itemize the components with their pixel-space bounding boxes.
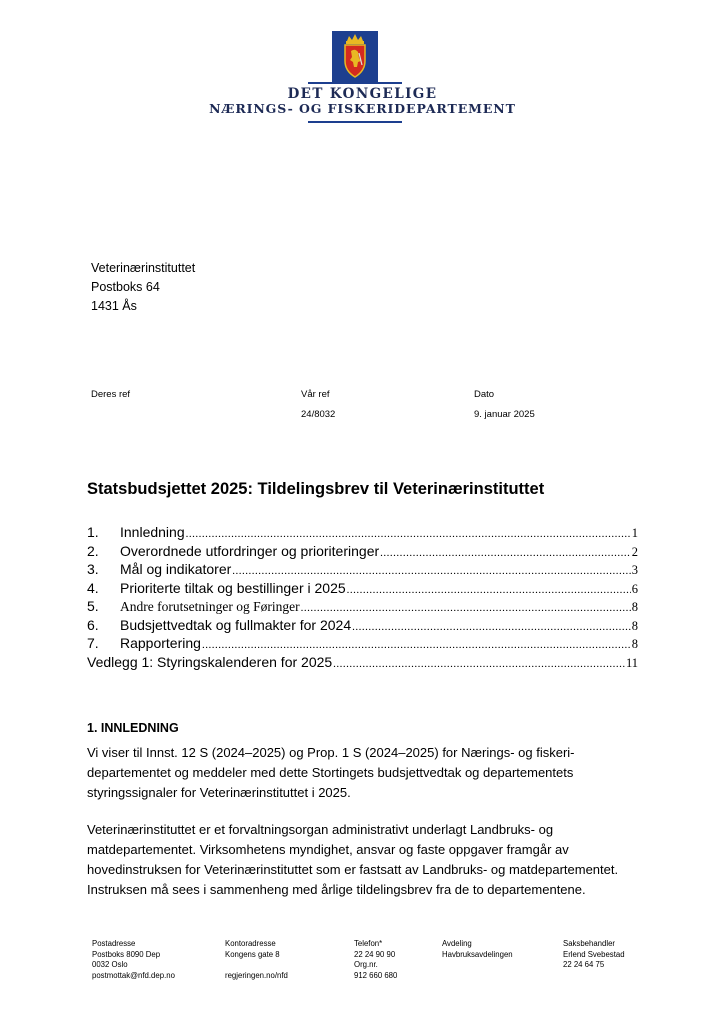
toc-entry-number: 6. [87, 616, 99, 633]
toc-entry-page: 1 [631, 526, 638, 540]
footer-value: 0032 Oslo [92, 960, 128, 970]
paragraph-line: Vi viser til Innst. 12 S (2024–2025) og Prop. 1 S (2024–2025) for Nærings- og fiskeri- [87, 745, 575, 760]
toc-entry-title: Innledning [120, 524, 185, 540]
toc-entry-number: 4. [87, 579, 99, 596]
footer-value [442, 971, 513, 982]
toc-entry-title: Mål og indikatorer [120, 561, 232, 577]
toc-entry-number: 1. [87, 524, 99, 540]
toc-entry-page: 6 [631, 581, 638, 596]
footer-value: Org.nr. [354, 960, 378, 970]
toc-entry-title: Andre forutsetninger og Føringer [120, 599, 300, 614]
paragraph-line: hovedinstruksen for Veterinærinstituttet som er fastsatt av Landbruks- og matdepartementet. [87, 862, 619, 877]
deres-ref [91, 389, 130, 405]
footer-value: regjeringen.no/nfd [225, 970, 288, 980]
footer-kontoradresse [225, 939, 288, 981]
dato-value: 9. januar 2025 [474, 409, 535, 420]
footer-value: 22 24 64 75 [563, 960, 605, 970]
footer-value: Erlend Svebestad [563, 949, 625, 959]
footer-value: 22 24 90 90 [354, 949, 396, 959]
dato [474, 389, 535, 420]
footer-value: Postboks 8090 Dep [92, 949, 161, 959]
toc-entry-page: 2 [631, 544, 638, 559]
logo-bottom-rule [308, 121, 402, 123]
toc-dot-leader [186, 528, 631, 540]
footer-value [563, 971, 625, 982]
footer-avdeling [442, 939, 513, 981]
recipient-address [91, 259, 195, 316]
table-of-contents [87, 524, 638, 672]
var-ref-value: 24/8032 [301, 409, 336, 420]
dato-label: Dato [474, 389, 495, 400]
paragraph-line: Instruksen må sees i sammenheng med årlige tildelingsbrev fra de to departementene. [87, 882, 586, 897]
toc-entry[interactable] [87, 654, 638, 673]
toc-entry-number: 7. [87, 635, 99, 651]
paragraph-line: departementet og meddeler med dette Stortingets budsjettvedtak og departementets [87, 765, 574, 780]
toc-entry[interactable] [87, 617, 638, 636]
footer-label: Avdeling [442, 939, 472, 948]
toc-entry-page: 8 [631, 600, 638, 614]
var-ref [301, 389, 335, 420]
toc-entry[interactable] [87, 598, 638, 617]
toc-entry-title: Vedlegg 1: Styringskalenderen for 2025 [87, 653, 333, 670]
toc-entry[interactable] [87, 580, 638, 599]
toc-dot-leader [202, 639, 631, 651]
toc-entry[interactable] [87, 524, 638, 543]
ministry-name-line1: DET KONGELIGE [287, 86, 438, 102]
toc-entry-title: Rapportering [120, 635, 201, 651]
toc-entry[interactable] [87, 635, 638, 654]
toc-entry-title: Prioriterte tiltak og bestillinger i 2025 [120, 579, 346, 596]
paragraph-1 [87, 743, 647, 803]
logo-top-rule [308, 82, 402, 84]
recipient-street: Postboks 64 [91, 280, 160, 294]
footer-label: Saksbehandler [563, 939, 616, 948]
footer-value [225, 960, 288, 971]
footer-label: Telefon* [354, 939, 383, 948]
document-title: Statsbudsjettet 2025: Tildelingsbrev til Veterinærinstituttet [87, 480, 545, 498]
toc-dot-leader [301, 602, 631, 614]
toc-entry[interactable] [87, 561, 638, 580]
footer-value: postmottak@nfd.dep.no [92, 970, 175, 980]
paragraph-line: matdepartementet. Virksomhetens myndighet, ansvar og faste oppgaver framgår av [87, 842, 569, 857]
recipient-postal: 1431 Ås [91, 299, 137, 313]
toc-entry-title: Budsjettvedtak og fullmakter for 2024 [120, 616, 352, 633]
toc-entry-number: 3. [87, 561, 99, 577]
toc-entry-title: Overordnede utfordringer og prioriteringer [120, 542, 380, 559]
toc-entry-page: 8 [631, 637, 638, 651]
section-heading-innledning: 1. INNLEDNING [87, 721, 179, 735]
toc-entry-page: 8 [631, 618, 638, 633]
toc-entry[interactable] [87, 543, 638, 562]
recipient-name: Veterinærinstituttet [91, 261, 196, 275]
ministry-logo [0, 0, 725, 130]
footer-telefon [354, 939, 397, 981]
paragraph-2 [87, 820, 647, 900]
toc-dot-leader [352, 621, 631, 633]
toc-entry-number: 5. [87, 598, 99, 614]
footer-value: Kongens gate 8 [225, 949, 280, 959]
footer-saksbehandler [563, 939, 625, 981]
toc-dot-leader [333, 658, 625, 670]
toc-entry-page: 3 [631, 563, 638, 577]
toc-dot-leader [347, 584, 631, 596]
ministry-name-line2: NÆRINGS- OG FISKERIDEPARTEMENT [209, 101, 516, 116]
toc-entry-number: 2. [87, 542, 99, 559]
toc-dot-leader [232, 565, 630, 577]
paragraph-line: Veterinærinstituttet er et forvaltningsorgan administrativt underlagt Landbruks- og [87, 822, 554, 837]
toc-entry-page: 11 [625, 655, 638, 670]
footer-value: Havbruksavdelingen [442, 949, 513, 959]
footer-postadresse [92, 939, 175, 981]
footer-label: Postadresse [92, 939, 136, 948]
paragraph-line: styringssignaler for Veterinærinstituttet i 2025. [87, 785, 351, 800]
footer-value [442, 960, 513, 971]
deres-ref-label: Deres ref [91, 389, 131, 400]
royal-coat-of-arms-icon [332, 31, 378, 83]
var-ref-label: Vår ref [301, 389, 330, 400]
footer-label: Kontoradresse [225, 939, 276, 948]
toc-dot-leader [380, 547, 631, 559]
footer-value: 912 660 680 [354, 970, 398, 980]
